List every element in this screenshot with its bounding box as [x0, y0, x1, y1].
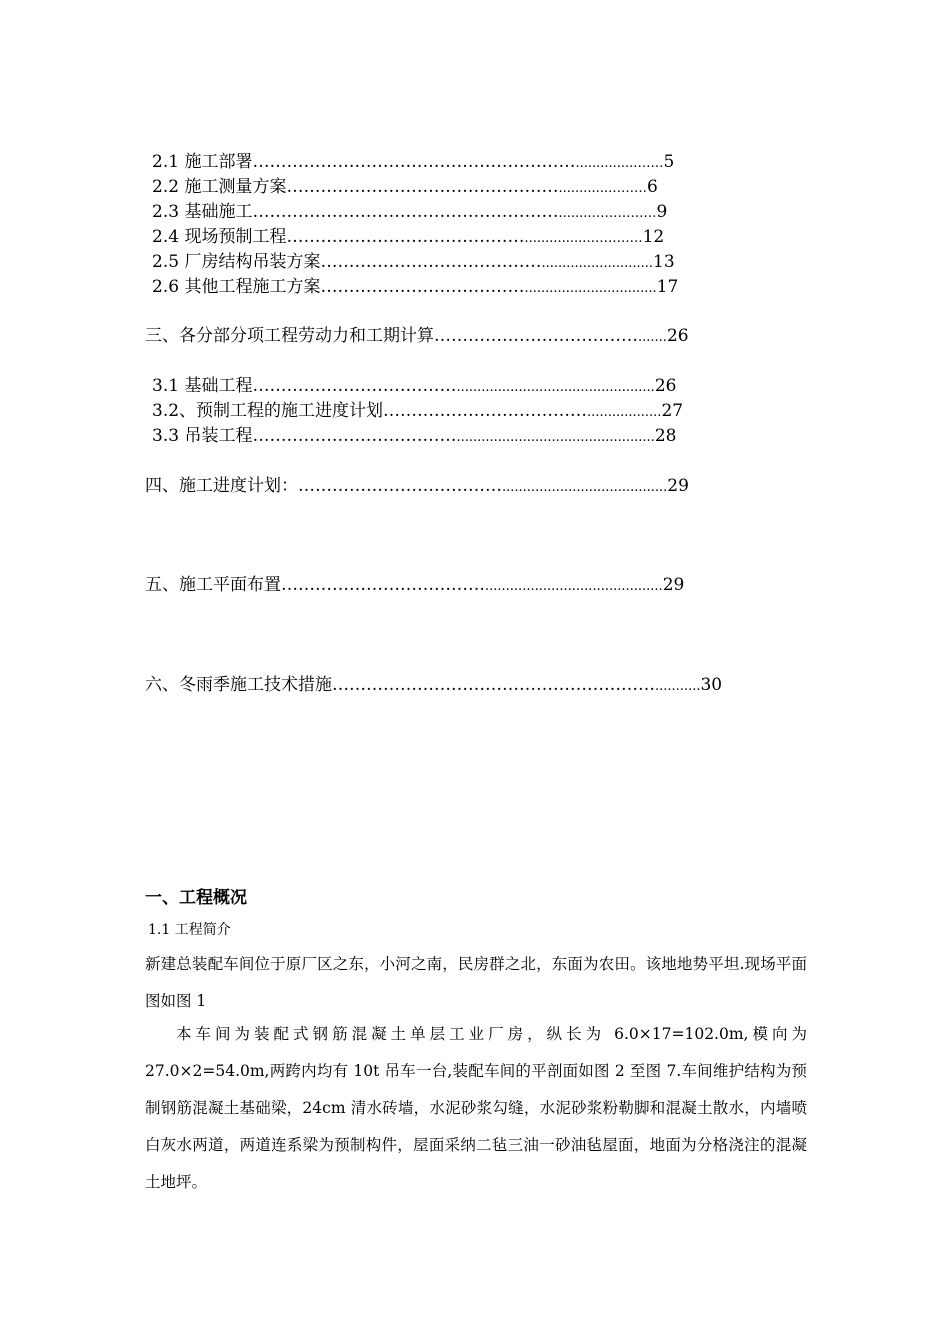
- toc-leader-dots-small: ........……………: [558, 206, 657, 221]
- toc-entry-section-6[interactable]: [145, 674, 722, 698]
- toc-leader-dots: …………………………………………: [286, 177, 559, 197]
- toc-leader-dots-small: ................................................: [456, 380, 655, 395]
- toc-entry-title: 2.2 施工测量方案: [152, 177, 287, 197]
- toc-page-number: 17: [656, 277, 679, 297]
- toc-leader-dots-small: ...........................................: [485, 579, 663, 594]
- toc-entry-section-5[interactable]: [145, 574, 684, 598]
- toc-page-number: 27: [661, 401, 684, 421]
- toc-entry-section-4[interactable]: [145, 475, 689, 499]
- toc-leader-dots-small: ................…………: [524, 231, 643, 246]
- toc-leader-dots-small: ...........: [655, 679, 701, 694]
- toc-leader-dots-small: ...............……: [575, 156, 664, 171]
- toc-leader-dots: ………………………………………………: [252, 202, 559, 222]
- toc-leader-dots: …………………………………………………: [252, 152, 576, 172]
- toc-leader-dots: ………………………………: [298, 476, 502, 496]
- toc-leader-dots-small: .......: [638, 330, 667, 345]
- toc-entry-2-2[interactable]: [152, 176, 658, 200]
- toc-page-number: 29: [662, 575, 685, 595]
- toc-page-number: 6: [647, 177, 658, 197]
- toc-leader-dots-small: ........................................: [502, 480, 668, 495]
- toc-page-number: 5: [663, 152, 675, 172]
- toc-entry-title: 3.2、预制工程的施工进度计划: [152, 401, 384, 421]
- toc-entry-title: 2.3 基础施工: [152, 202, 253, 222]
- paragraph-description: 本车间为装配式钢筋混凝土单层工业厂房，纵长为 6.0×17=102.0m,模向为 27.0×2=54.0m,两跨内均有 10t 吊车一台,装配车间的平剖面如图 2 至图 7.车间维护结构为预制钢筋混凝土基础梁，24cm 清水砖墙，水泥砂浆勾缝，水泥砂浆粉勒脚和混凝土散水，内墙喷白灰水两道，两道连系梁为预制构件，屋面采纳二毡三油一砂油毡屋面，地面为分格浇注的混凝土地坪。: [145, 1025, 807, 1191]
- toc-entry-title: 四、施工进度计划：: [145, 476, 298, 496]
- toc-page-number: 9: [656, 202, 668, 222]
- subsection-heading: 1.1 工程简介: [148, 922, 231, 938]
- toc-entry-title: 2.4 现场预制工程: [152, 227, 287, 247]
- toc-leader-dots: …………………………………: [320, 252, 542, 272]
- toc-leader-dots: ………………………………: [281, 575, 485, 595]
- toc-page-number: 30: [700, 675, 723, 695]
- toc-entry-3-2[interactable]: [152, 400, 683, 424]
- toc-entry-section-3[interactable]: [145, 325, 689, 349]
- toc-page-number: 12: [642, 227, 665, 247]
- toc-leader-dots: ………………………………: [320, 277, 525, 297]
- toc-entry-2-3[interactable]: [152, 201, 667, 225]
- toc-entry-title: 五、施工平面布置: [145, 575, 281, 595]
- toc-entry-2-4[interactable]: [152, 226, 664, 250]
- toc-page-number: 26: [666, 326, 689, 346]
- toc-page-number: 29: [667, 476, 689, 496]
- toc-entry-2-6[interactable]: [152, 276, 678, 300]
- toc-entry-title: 3.3 吊装工程: [152, 426, 253, 446]
- toc-leader-dots-small: ...........................: [541, 256, 654, 271]
- toc-entry-title: 六、冬雨季施工技术措施: [145, 675, 332, 695]
- toc-entry-2-5[interactable]: [152, 251, 675, 275]
- paragraph-intro: 新建总装配车间位于原厂区之东，小河之南，民房群之北，东面为农田。该地地势平坦.现场平面图如图 1: [145, 955, 807, 1010]
- toc-entry-2-1[interactable]: [152, 151, 674, 175]
- toc-leader-dots: ………………………………: [252, 426, 457, 446]
- toc-entry-title: 2.1 施工部署: [152, 152, 253, 172]
- toc-entry-title: 2.6 其他工程施工方案: [152, 277, 321, 297]
- toc-leader-dots: ………………………………: [434, 326, 638, 346]
- toc-entry-3-3[interactable]: [152, 425, 676, 449]
- toc-leader-dots: …………………………………………………: [332, 675, 655, 695]
- toc-entry-3-1[interactable]: [152, 375, 676, 399]
- section-heading: 一、工程概况: [145, 888, 247, 908]
- toc-leader-dots-small: ................................: [524, 281, 657, 296]
- toc-page-number: 13: [653, 252, 675, 272]
- toc-leader-dots-small: ............………: [558, 181, 648, 196]
- toc-leader-dots: ………………………………: [383, 401, 588, 421]
- toc-entry-title: 2.5 厂房结构吊装方案: [152, 252, 321, 272]
- toc-page-number: 26: [654, 376, 677, 396]
- toc-leader-dots-small: ..................: [587, 405, 662, 420]
- toc-leader-dots-small: ................................................: [456, 430, 655, 445]
- toc-leader-dots: ………………………………: [252, 376, 457, 396]
- toc-entry-title: 3.1 基础工程: [152, 376, 253, 396]
- toc-entry-title: 三、各分部分项工程劳动力和工期计算: [145, 326, 434, 346]
- toc-leader-dots: ……………………………………: [286, 227, 525, 247]
- toc-page-number: 28: [654, 426, 677, 446]
